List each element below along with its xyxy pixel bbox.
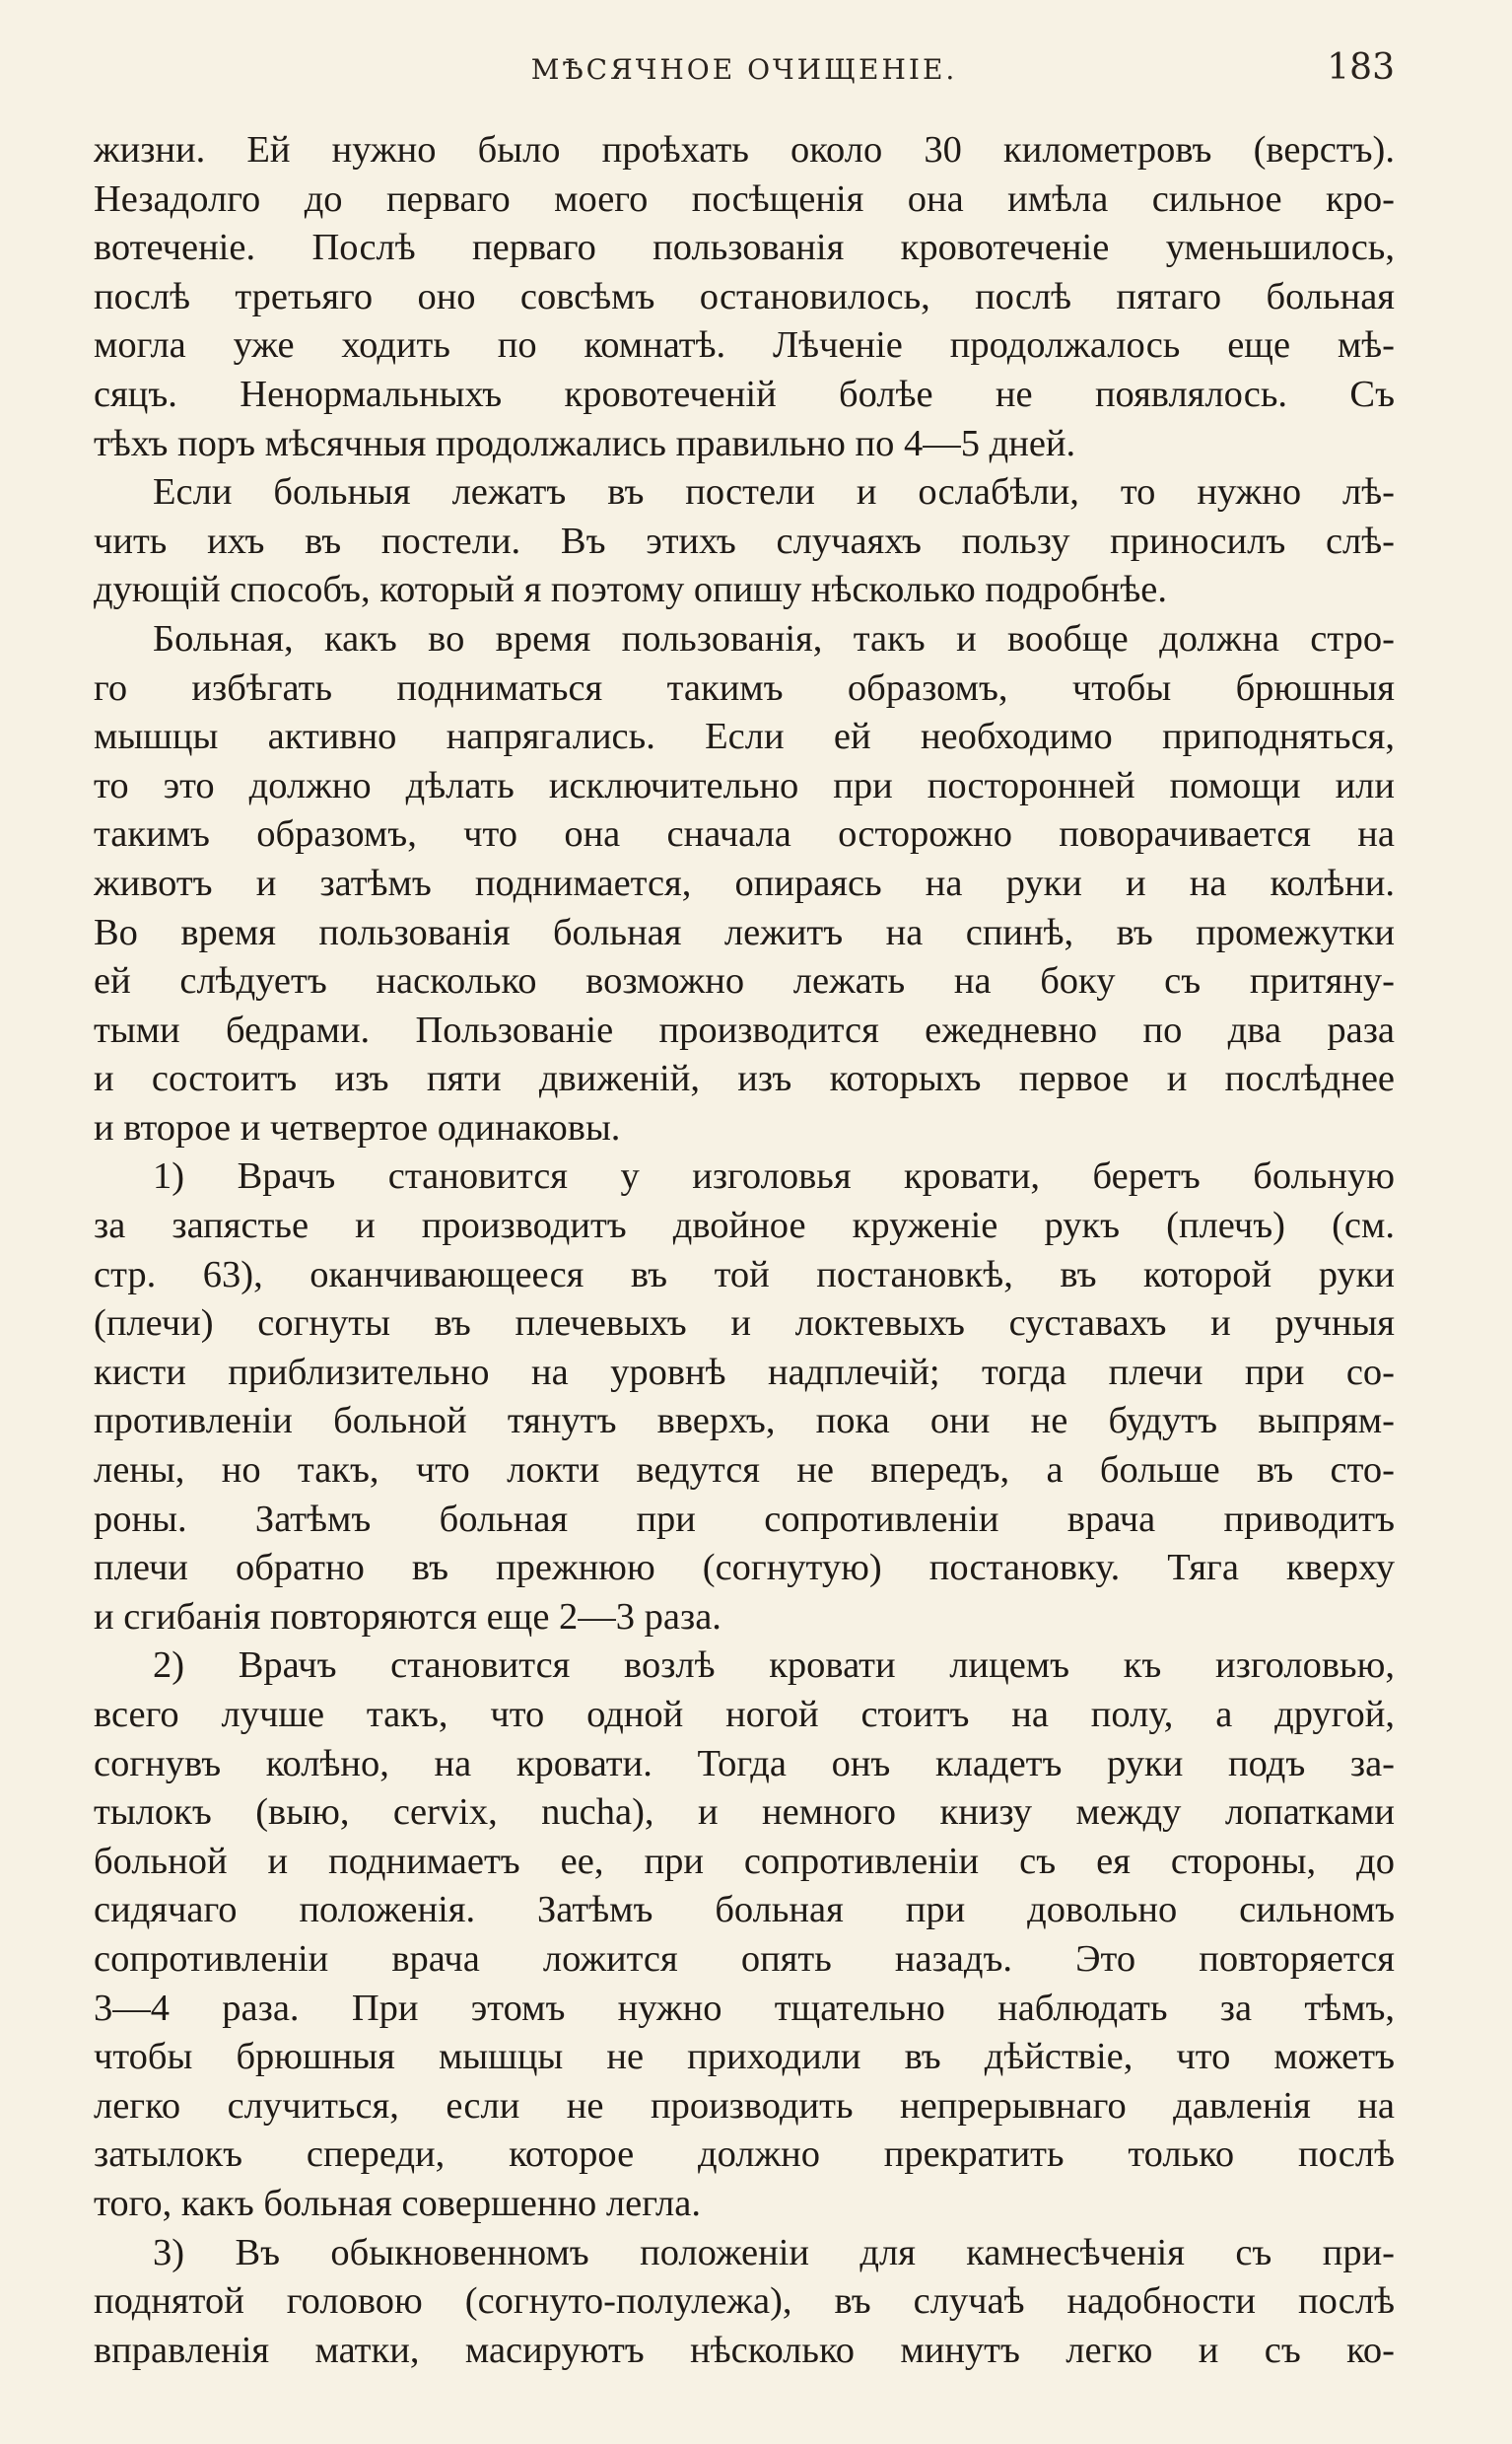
text-line: жизни. Ей нужно было проѣхать около 30 километровъ (верстъ).	[94, 129, 1395, 171]
text-line: Больная, какъ во время пользованія, такъ и вообще должна стро-	[153, 617, 1395, 660]
text-line: Если больныя лежатъ въ постели и ослабѣли, то нужно лѣ-	[153, 471, 1395, 514]
paragraph-4	[94, 1152, 1395, 1641]
text-line: плечи обратно въ прежнюю (согнутую) постановку. Тяга кверху	[94, 1547, 1395, 1589]
text-line: 1) Врачъ становится у изголовья кровати, беретъ больную	[153, 1155, 1395, 1198]
page-header	[94, 43, 1395, 103]
text-line: лены, но такъ, что локти ведутся не впередъ, а больше въ сто-	[94, 1449, 1395, 1492]
text-line: и состоитъ изъ пяти движеній, изъ которыхъ первое и послѣднее	[94, 1058, 1395, 1100]
text-line: такимъ образомъ, что она сначала осторожно поворачивается на	[94, 813, 1395, 856]
text-line: и сгибанія повторяются еще 2—3 раза.	[94, 1595, 722, 1638]
paragraph-3	[94, 615, 1395, 1153]
text-line: чить ихъ въ постели. Въ этихъ случаяхъ пользу приносилъ слѣ-	[94, 520, 1395, 562]
text-line: согнувъ колѣно, на кровати. Тогда онъ кладетъ руки подъ за-	[94, 1742, 1395, 1784]
text-line: 3) Въ обыкновенномъ положеніи для камнесѣченія съ при-	[153, 2231, 1395, 2273]
text-line: дующій способъ, который я поэтому опишу нѣсколько подробнѣе.	[94, 569, 1167, 611]
text-line: Незадолго до перваго моего посѣщенія она имѣла сильное кро-	[94, 177, 1395, 220]
paragraph-2	[94, 468, 1395, 615]
text-line: 3—4 раза. При этомъ нужно тщательно наблюдать за тѣмъ,	[94, 1987, 1395, 2029]
text-line: тылокъ (выю, cervix, nucha), и немного книзу между лопатками	[94, 1791, 1395, 1834]
text-line: за запястье и производитъ двойное круженіе рукъ (плечъ) (см.	[94, 1205, 1395, 1247]
text-line: поднятой головою (согнуто-полулежа), въ случаѣ надобности послѣ	[94, 2280, 1395, 2323]
text-line: всего лучше такъ, что одной ногой стоитъ на полу, а другой,	[94, 1694, 1395, 1735]
text-line: ей слѣдуетъ насколько возможно лежать на боку съ притяну-	[94, 960, 1395, 1003]
text-line: тѣхъ поръ мѣсячныя продолжались правильно по 4—5 дней.	[94, 422, 1076, 464]
text-line: могла уже ходить по комнатѣ. Лѣченіе продолжалось еще мѣ-	[94, 324, 1395, 367]
text-line: (плечи) согнуты въ плечевыхъ и локтевыхъ суставахъ и ручныя	[94, 1302, 1395, 1345]
text-line: вотеченіе. Послѣ перваго пользованія кровотеченіе уменьшилось,	[94, 227, 1395, 269]
text-line: затылокъ спереди, которое должно прекратить только послѣ	[94, 2133, 1395, 2176]
text-line: Во время пользованія больная лежитъ на спинѣ, въ промежутки	[94, 911, 1395, 953]
text-line: животъ и затѣмъ поднимается, опираясь на руки и на колѣни.	[94, 862, 1395, 904]
text-line: мышцы активно напрягались. Если ей необходимо приподняться,	[94, 716, 1395, 758]
running-head: МѢСЯЧНОЕ ОЧИЩЕНІЕ.	[530, 53, 958, 86]
text-line: чтобы брюшныя мышцы не приходили въ дѣйствіе, что можетъ	[94, 2036, 1395, 2078]
text-line: роны. Затѣмъ больная при сопротивленіи врача приводитъ	[94, 1498, 1395, 1540]
text-line: и второе и четвертое одинаковы.	[94, 1106, 621, 1149]
paragraph-6	[94, 2229, 1395, 2376]
paragraph-5	[94, 1641, 1395, 2228]
text-line: 2) Врачъ становится возлѣ кровати лицемъ къ изголовью,	[153, 1644, 1395, 1687]
page-body-text	[94, 126, 1395, 2384]
paragraph-1	[94, 126, 1395, 468]
text-line: больной и поднимаетъ ее, при сопротивленіи съ ея стороны, до	[94, 1840, 1395, 1882]
text-line: того, какъ больная совершенно легла.	[94, 2182, 701, 2224]
text-line: легко случиться, если не производить непрерывнаго давленія на	[94, 2084, 1395, 2127]
text-line: сопротивленіи врача ложится опять назадъ. Это повторяется	[94, 1937, 1395, 1980]
text-line: стр. 63), оканчивающееся въ той постановкѣ, въ которой руки	[94, 1253, 1395, 1295]
text-line: сяцъ. Ненормальныхъ кровотеченій болѣе не появлялось. Съ	[94, 373, 1395, 415]
text-line: вправленія матки, масируютъ нѣсколько минутъ легко и съ ко-	[94, 2329, 1395, 2371]
text-line: противленіи больной тянутъ вверхъ, пока они не будутъ выпрям-	[94, 1400, 1395, 1442]
text-line: сидячаго положенія. Затѣмъ больная при довольно сильномъ	[94, 1889, 1395, 1931]
text-line: тыми бедрами. Пользованіе производится ежедневно по два раза	[94, 1009, 1395, 1051]
page-number: 183	[1327, 47, 1395, 88]
text-line: послѣ третьяго оно совсѣмъ остановилось, послѣ пятаго больная	[94, 275, 1395, 317]
text-line: то это должно дѣлать исключительно при посторонней помощи или	[94, 764, 1395, 806]
text-line: го избѣгать подниматься такимъ образомъ, чтобы брюшныя	[94, 666, 1395, 709]
text-line: кисти приблизительно на уровнѣ надплечій; тогда плечи при со-	[94, 1351, 1395, 1393]
